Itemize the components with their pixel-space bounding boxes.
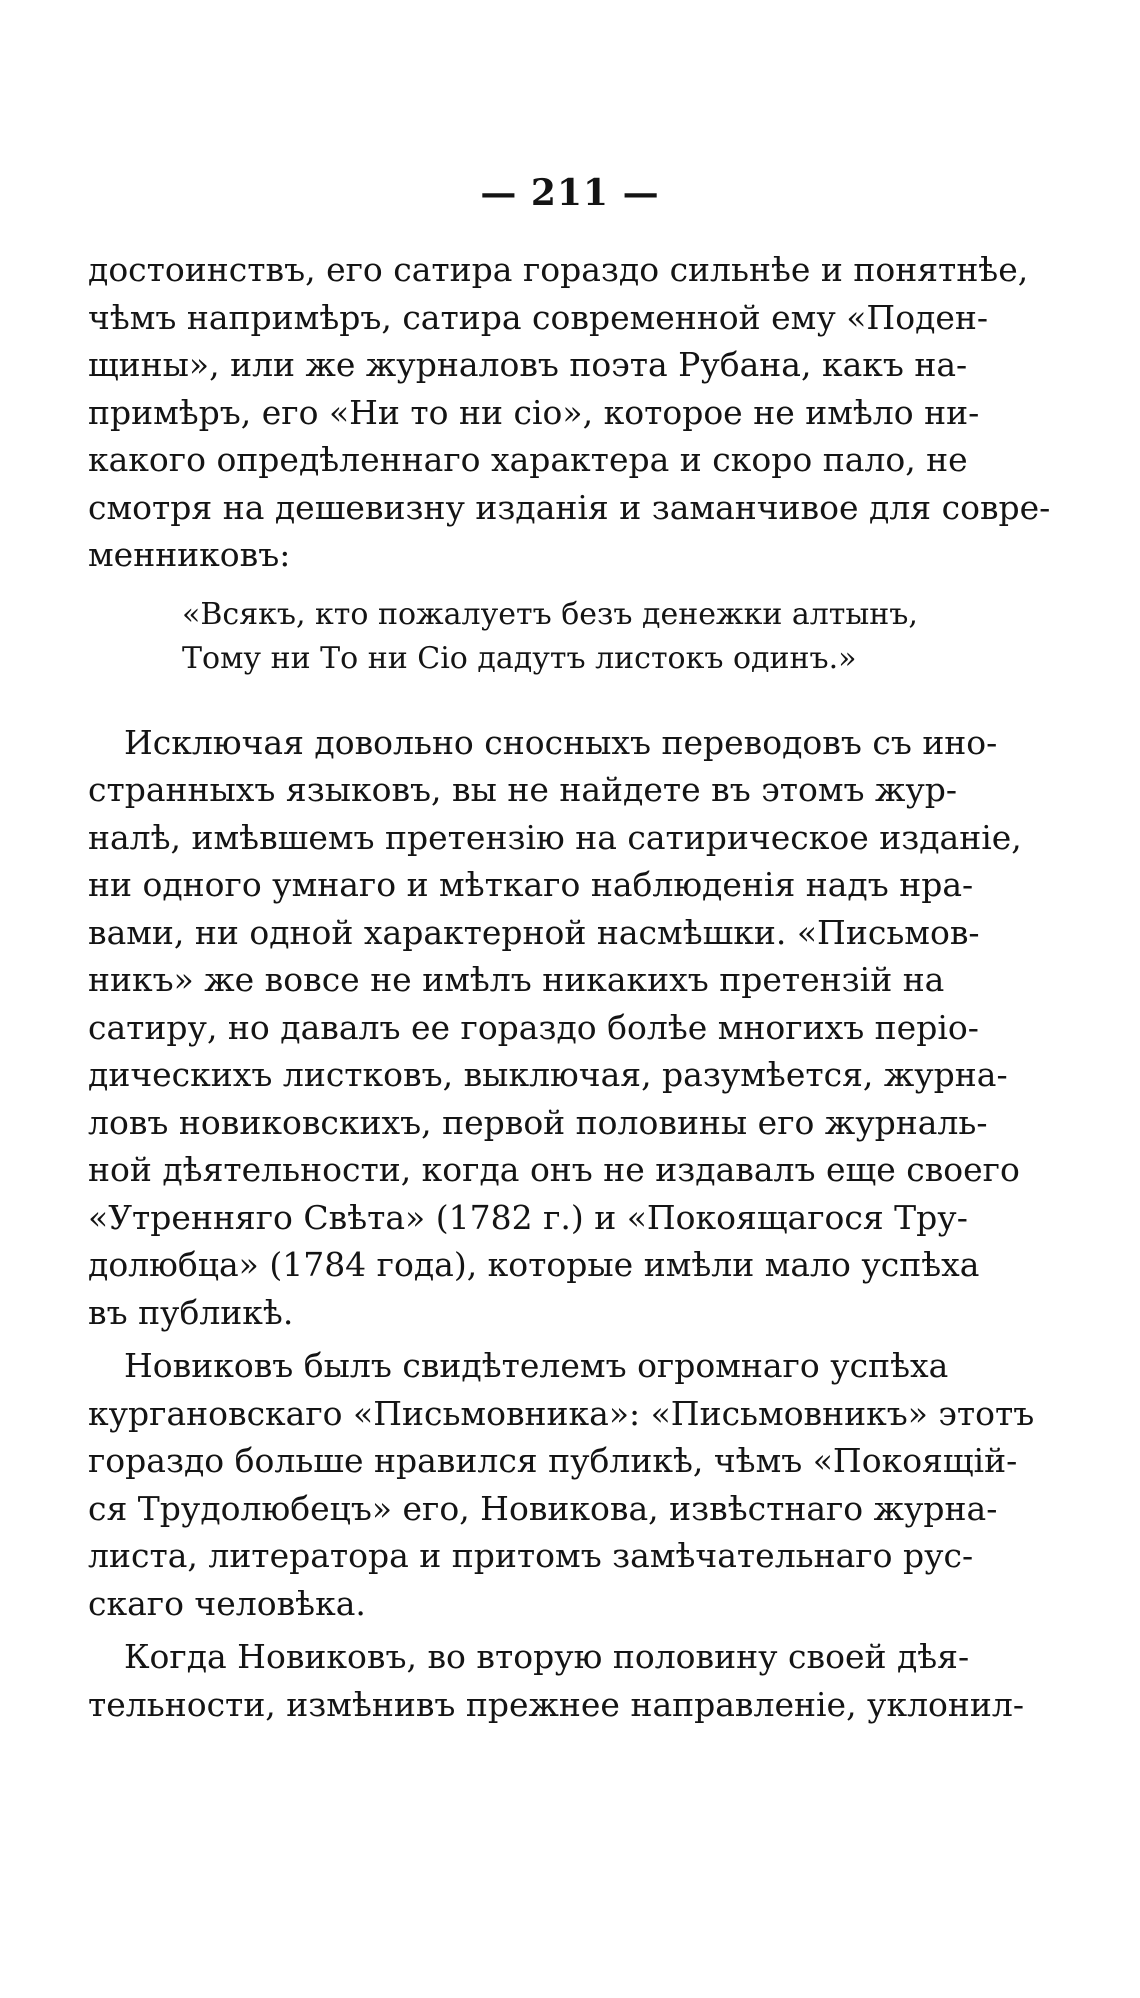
text-line: Исключая довольно сносныхъ переводовъ съ ино-: [124, 722, 998, 762]
text-line: Новиковъ былъ свидѣтелемъ огромнаго успѣха: [124, 1346, 949, 1385]
text-line: ной дѣятельности, когда онъ не издавалъ еще своего: [88, 1150, 1020, 1189]
text-line: щины», или же журналовъ поэта Рубана, какъ на-: [88, 345, 968, 384]
text-line: гораздо больше нравился публикѣ, чѣмъ «Покоящій-: [88, 1441, 1018, 1480]
text-line: достоинствъ, его сатира гораздо сильнѣе и понятнѣе,: [88, 250, 1029, 289]
text-line: долюбца» (1784 года), которые имѣли мало успѣха: [88, 1245, 980, 1284]
quote-line: «Всякъ, кто пожалуетъ безъ денежки алтынъ,: [182, 596, 918, 632]
paragraph-2: [88, 719, 1022, 1337]
text-line: тельности, измѣнивъ прежнее направленіе, уклонил-: [88, 1684, 1025, 1724]
text-line: скаго человѣка.: [88, 1583, 366, 1623]
text-line: ловъ новиковскихъ, первой половины его журналь-: [88, 1102, 988, 1142]
text-line: листа, литератора и притомъ замѣчательнаго рус-: [88, 1536, 974, 1575]
page-number: — 211 —: [480, 172, 660, 214]
text-line: смотря на дешевизну изданія и заманчивое для совре-: [88, 487, 1051, 527]
verse-quote: [88, 593, 928, 681]
text-line: налѣ, имѣвшемъ претензію на сатирическое изданіе,: [88, 817, 1022, 857]
text-line: ся Трудолюбецъ» его, Новикова, извѣстнаго журна-: [88, 1488, 998, 1528]
paragraph-4: [88, 1633, 1025, 1728]
text-line: странныхъ языковъ, вы не найдете въ этомъ жур-: [88, 770, 958, 809]
body-text: [88, 246, 1051, 1728]
text-line: дическихъ листковъ, выключая, разумѣется, журна-: [88, 1055, 1008, 1094]
text-line: въ публикѣ.: [88, 1292, 294, 1332]
text-line: кургановскаго «Письмовника»: «Письмовникъ» этотъ: [88, 1393, 1035, 1433]
text-line: примѣръ, его «Ни то ни сіо», которое не имѣло ни-: [88, 392, 980, 432]
text-line: чѣмъ напримѣръ, сатира современной ему «Поден-: [88, 297, 989, 337]
text-line: Когда Новиковъ, во вторую половину своей дѣя-: [124, 1637, 970, 1676]
paragraph-1: [88, 246, 1051, 579]
quote-line: Тому ни То ни Сіо дадутъ листокъ одинъ.»: [182, 640, 857, 676]
paragraph-3: [88, 1342, 1035, 1627]
text-line: какого опредѣленнаго характера и скоро пало, не: [88, 440, 968, 479]
text-line: вами, ни одной характерной насмѣшки. «Письмов-: [88, 912, 980, 952]
text-line: никъ» же вовсе не имѣлъ никакихъ претензій на: [88, 960, 945, 999]
paragraph-gap: [88, 695, 928, 719]
text-line: «Утренняго Свѣта» (1782 г.) и «Покоящагося Тру-: [88, 1197, 968, 1237]
text-line: менниковъ:: [88, 535, 291, 574]
text-line: сатиру, но давалъ ее гораздо болѣе многихъ перiо-: [88, 1007, 979, 1047]
text-line: ни одного умнаго и мѣткаго наблюденія надъ нра-: [88, 865, 974, 904]
